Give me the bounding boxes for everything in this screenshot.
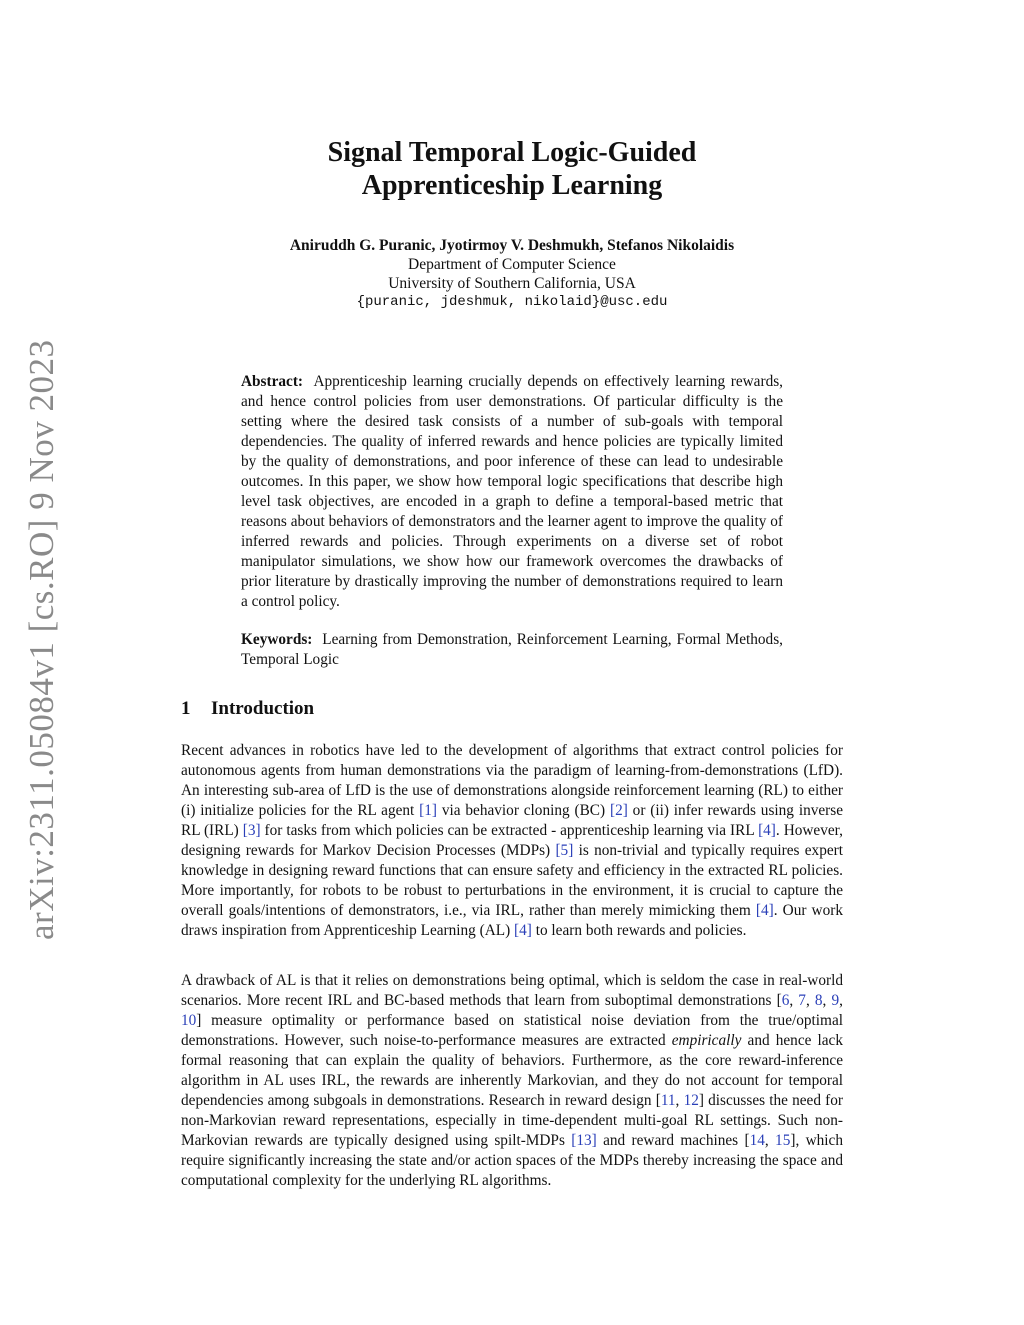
abstract [241, 372, 783, 612]
text-run: , [764, 1132, 776, 1149]
text-run: . Our work draws inspiration from Apprenticeship Learning (AL) [181, 902, 843, 939]
author-university: University of Southern California, USA [388, 275, 636, 292]
text-run: , [675, 1092, 684, 1109]
text-run: Recent advances in robotics have led to the development of algorithms that extract control policies for autonomous agents from human demonstrations via the paradigm of learning-from-demonstrations (LfD). An interesting sub-area of LfD is the use of demonstrations alongside reinforcement learning (RL) to either (i) initialize policies for the RL agent [181, 742, 843, 819]
abstract-label: Abstract: [241, 373, 304, 390]
keywords-label: Keywords: [241, 631, 313, 648]
citation-link[interactable]: [4] [755, 902, 774, 919]
citation-link[interactable]: [5] [555, 842, 574, 859]
citation-link[interactable]: [2] [609, 802, 628, 819]
text-run: for tasks from which policies can be extracted - apprenticeship learning via IRL [260, 822, 759, 839]
text-run: ] measure optimality or performance based on statistical noise deviation from the true/optimal demonstrations. However, such noise-to-performance measures are extracted [181, 1012, 843, 1049]
citation-link[interactable]: [3] [242, 822, 261, 839]
text-run: and reward machines [ [596, 1132, 750, 1149]
text-run: is non-trivial and typically requires expert knowledge in designing reward functions that can ensure safety and efficiency in the extracted RL policies. More importantly, for robots to be robust to perturbations in the environment, it is crucial to capture the overall goals/intentions of demonstrators, i.e., via IRL, rather than merely mimicking them [181, 842, 843, 919]
paper-title-line-1: Signal Temporal Logic-Guided [327, 137, 697, 168]
citation-link[interactable]: 15 [775, 1132, 791, 1149]
citation-link[interactable]: 14 [749, 1132, 765, 1149]
citation-link[interactable]: 7 [798, 992, 806, 1009]
citation-link[interactable]: 11 [660, 1092, 676, 1109]
section-heading-introduction [181, 697, 314, 721]
text-run: to learn both rewards and policies. [531, 922, 747, 939]
citation-link[interactable]: [4] [514, 922, 532, 939]
text-run: , [822, 992, 832, 1009]
author-block [200, 236, 824, 312]
citation-link[interactable]: [4] [758, 822, 776, 839]
citation-link[interactable]: 9 [831, 992, 840, 1009]
text-run: , [805, 992, 815, 1009]
paper-title-line-2: Apprenticeship Learning [361, 170, 663, 201]
intro-paragraph-1 [181, 741, 843, 941]
citation-link[interactable]: 8 [814, 992, 823, 1009]
citation-link[interactable]: 12 [683, 1092, 699, 1109]
text-run: ] discusses the need for non-Markovian reward representations, especially in time-dependent multi-goal RL settings. Such non-Markovian rewards are typically designed using spilt-MDPs [181, 1092, 844, 1149]
abstract-text: Apprenticeship learning crucially depends on effectively learning rewards, and hence control policies from user demonstrations. Of particular difficulty is the setting where the desired task consists of a number of sub-goals with temporal dependencies. The quality of inferred rewards and hence policies are typically limited by the quality of demonstrations, and poor inference of these can lead to undesirable outcomes. In this paper, we show how temporal logic specifications that describe high level task objectives, are encoded in a graph to define a temporal-based metric that reasons about behaviors of demonstrators and the learner agent to improve the quality of inferred rewards and policies. Through experiments on a diverse set of robot manipulator simulations, we show how our framework overcomes the drawbacks of prior literature by drastically improving the number of demonstrations required to learn a control policy. [241, 373, 783, 610]
citation-link[interactable]: [1] [419, 802, 437, 819]
author-department: Department of Computer Science [408, 256, 616, 273]
text-run: ], which require significantly increasing the state and/or action spaces of the MDPs thereby increasing the space and computational complexity for the underlying RL algorithms. [181, 1132, 843, 1189]
intro-paragraph-2 [181, 971, 843, 1191]
author-names: Aniruddh G. Puranic, Jyotirmoy V. Deshmukh, Stefanos Nikolaidis [289, 237, 735, 254]
text-run: . However, designing rewards for Markov Decision Processes (MDPs) [181, 822, 843, 859]
keywords-text: Learning from Demonstration, Reinforcement Learning, Formal Methods, Temporal Logic [241, 631, 783, 668]
text-run: A drawback of AL is that it relies on demonstrations being optimal, which is seldom the case in real-world scenarios. More recent IRL and BC-based methods that learn from suboptimal demonstrations [ [181, 972, 843, 1009]
text-run: , [839, 992, 843, 1009]
text-run: , [789, 992, 799, 1009]
arxiv-identifier-stamp: arXiv:2311.05084v1 [cs.RO] 9 Nov 2023 [22, 339, 61, 940]
emphasized-text: empirically [671, 1032, 742, 1049]
citation-link[interactable]: [13] [571, 1132, 597, 1149]
citation-link[interactable]: 10 [181, 1012, 197, 1029]
text-run: and hence lack formal reasoning that can explain the quality of behaviors. Furthermore, as the core reward-inference algorithm in AL uses IRL, the rewards are inherently Markovian, and they do not account for temporal dependencies among subgoals in demonstrations. Research in reward design [ [181, 1032, 843, 1109]
author-email: {puranic, jdeshmuk, nikolaid}@usc.edu [356, 294, 668, 310]
paper-title [200, 136, 824, 202]
section-title: Introduction [211, 698, 315, 719]
text-run: via behavior cloning (BC) [437, 802, 610, 819]
section-number: 1 [181, 698, 191, 719]
text-run: or (ii) infer rewards using inverse RL (IRL) [181, 802, 843, 839]
keywords [241, 630, 783, 670]
citation-link[interactable]: 6 [781, 992, 790, 1009]
